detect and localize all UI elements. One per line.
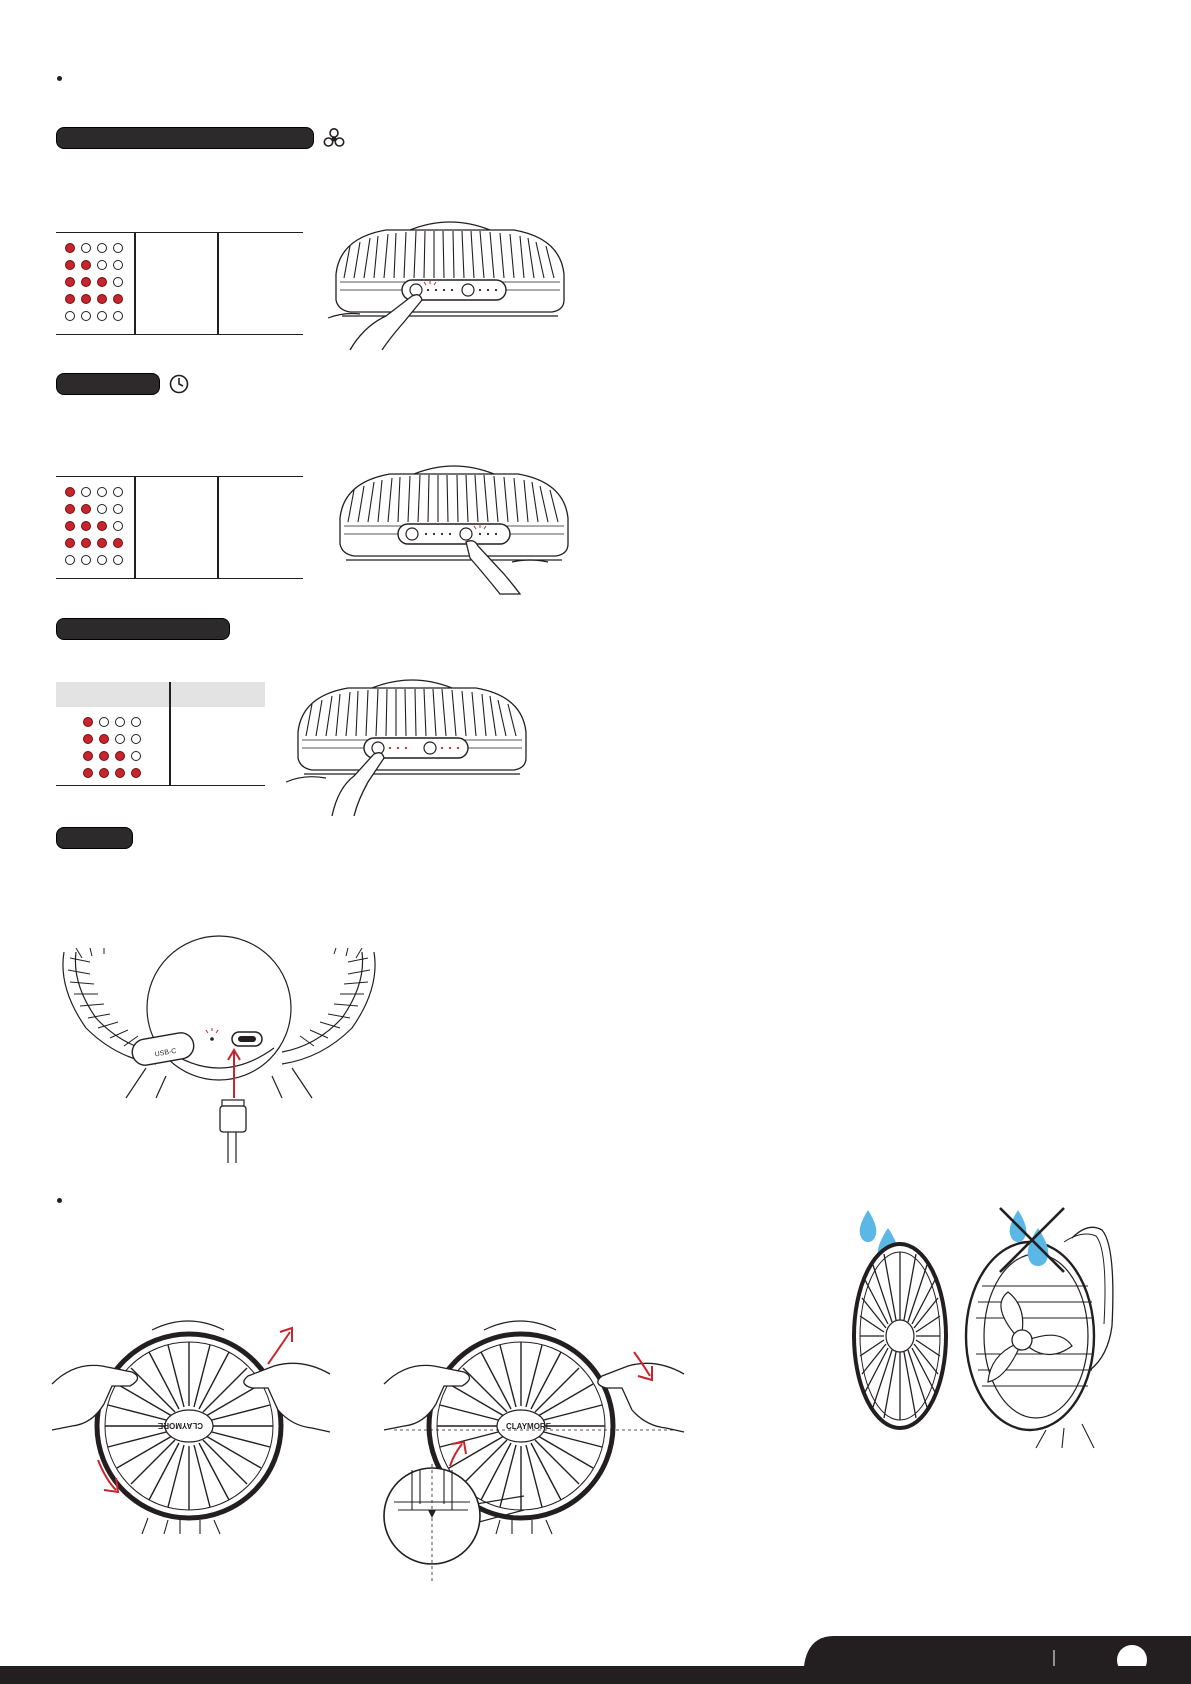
fan-control-panel-illustration <box>330 218 570 350</box>
led-on <box>97 277 107 287</box>
led-on <box>81 521 91 531</box>
led-off <box>115 734 125 744</box>
led-off <box>81 311 91 321</box>
led-on <box>81 277 91 287</box>
led-on <box>131 768 141 778</box>
led-on <box>81 538 91 548</box>
section-title-battery <box>56 618 230 640</box>
section-title-fan-speed <box>56 127 314 149</box>
bullet <box>57 76 62 81</box>
led-off <box>113 504 123 514</box>
led-off <box>97 555 107 565</box>
led-on <box>65 243 75 253</box>
fan-battery-illustration <box>292 676 532 816</box>
led-on <box>113 294 123 304</box>
led-off <box>65 555 75 565</box>
timer-led-indicators <box>65 487 125 565</box>
led-on <box>65 504 75 514</box>
led-on <box>83 751 93 761</box>
led-off <box>97 504 107 514</box>
section-title-timer <box>56 373 160 395</box>
led-on <box>97 538 107 548</box>
led-on <box>81 260 91 270</box>
fan-icon <box>323 128 345 148</box>
led-on <box>65 260 75 270</box>
led-off <box>81 243 91 253</box>
led-on <box>113 538 123 548</box>
led-on <box>65 487 75 497</box>
led-off <box>131 751 141 761</box>
led-on <box>97 294 107 304</box>
fan-speed-led-indicators <box>65 243 125 321</box>
brand-logo: CLAYMORE <box>506 1422 552 1431</box>
led-off <box>97 311 107 321</box>
section-title-charging <box>56 827 133 849</box>
led-off <box>113 243 123 253</box>
grille-removal-illustration-1 <box>52 1314 330 1534</box>
led-off <box>81 487 91 497</box>
led-off <box>97 260 107 270</box>
led-on <box>99 751 109 761</box>
battery-led-indicators <box>83 717 143 778</box>
led-off <box>113 521 123 531</box>
led-on <box>83 734 93 744</box>
led-on <box>83 717 93 727</box>
led-off <box>113 311 123 321</box>
led-off <box>97 487 107 497</box>
led-off <box>65 311 75 321</box>
battery-table <box>56 682 265 786</box>
fan-timer-illustration <box>334 462 574 594</box>
led-on <box>83 768 93 778</box>
timer-table <box>56 476 303 579</box>
led-off <box>97 243 107 253</box>
led-on <box>99 768 109 778</box>
led-off <box>115 717 125 727</box>
led-on <box>65 294 75 304</box>
led-off <box>131 734 141 744</box>
led-off <box>131 717 141 727</box>
led-on <box>65 538 75 548</box>
wash-grille-illustration <box>850 1206 1138 1454</box>
led-off <box>81 555 91 565</box>
led-on <box>99 734 109 744</box>
brand-logo: CLAYMORE <box>157 1421 203 1430</box>
led-on <box>115 768 125 778</box>
led-on <box>115 751 125 761</box>
led-off <box>113 555 123 565</box>
usb-c-cover-label: USB-C <box>154 1047 177 1059</box>
led-off <box>113 277 123 287</box>
footer-band <box>0 1666 1191 1684</box>
fan-speed-table <box>56 232 303 335</box>
bullet <box>57 1198 62 1203</box>
led-on <box>65 277 75 287</box>
led-off <box>113 260 123 270</box>
led-off <box>99 717 109 727</box>
water-drop-icon <box>860 1210 877 1242</box>
usb-c-charging-illustration <box>56 948 382 1163</box>
led-on <box>97 521 107 531</box>
led-on <box>81 294 91 304</box>
led-on <box>81 504 91 514</box>
grille-removal-illustration-2 <box>384 1314 694 1584</box>
battery-table-header <box>56 682 265 707</box>
led-off <box>113 487 123 497</box>
led-on <box>65 521 75 531</box>
clock-icon <box>168 373 190 395</box>
